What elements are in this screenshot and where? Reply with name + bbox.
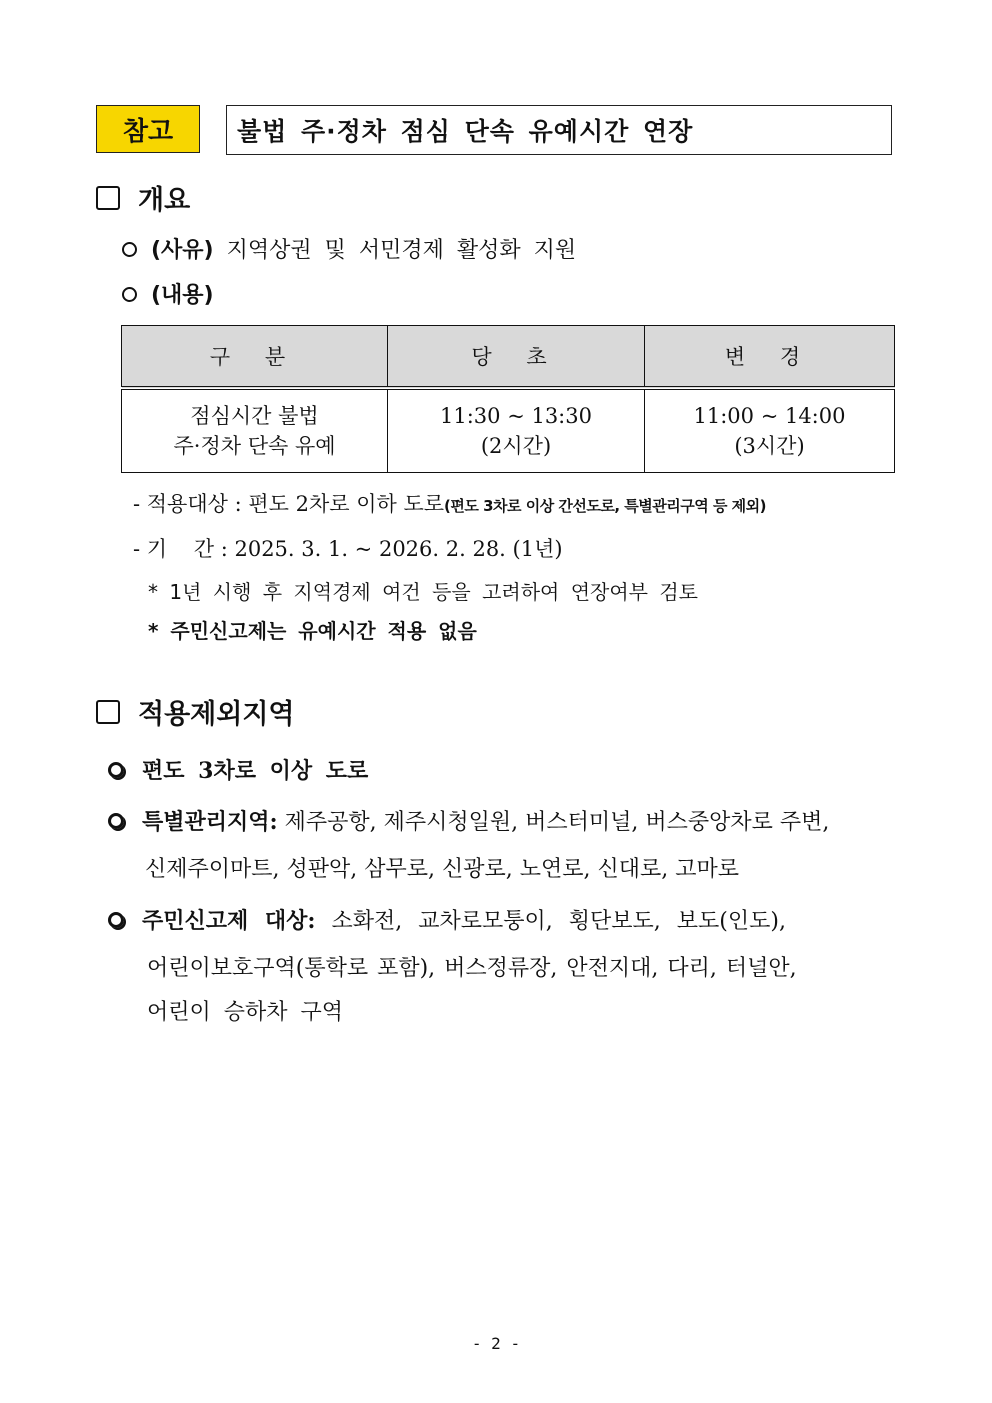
table-header-row [122,326,895,389]
exclusion-item-3-cont2: 어린이 승하차 구역 [147,1000,344,1025]
reference-label: 참고 [96,105,200,153]
circle-bullet-icon [122,287,137,302]
circle-bullet-icon [108,762,124,778]
document-title: 불법 주·정차 점심 단속 유예시간 연장 [226,105,892,155]
exclusion-item-1-text: 편도 3차로 이상 도로 [142,758,369,784]
note-review: * 1년 시행 후 지역경제 여건 등을 고려하여 연장여부 검토 [148,580,698,604]
target-line [133,488,766,518]
header-before: 당 초 [388,326,645,389]
cell-category [122,388,388,473]
cell-before-line2: (2시간) [480,434,552,458]
checkbox-square-icon [96,700,120,724]
reason-tag: (사유) [151,238,214,263]
period-line: - 기 간 : 2025. 3. 1. ~ 2026. 2. 28. (1년) [133,537,563,561]
target-note: (편도 3차로 이상 간선도로, 특별관리구역 등 제외) [444,497,767,515]
cell-category-line2: 주·정차 단속 유예 [173,434,336,458]
exclusion-item-2-tag: 특별관리지역: [142,809,278,835]
overview-heading-text: 개요 [138,185,191,216]
content-line [122,278,214,309]
cell-after-line2: (3시간) [734,434,805,458]
target-prefix: - 적용대상 : 편도 2차로 이하 도로 [133,492,445,516]
cell-after-line1: 11:00 ~ 14:00 [693,404,846,428]
cell-before-line1: 11:30 ~ 13:30 [440,404,592,428]
note-resident-report: * 주민신고제는 유예시간 적용 없음 [148,619,477,643]
reason-line [122,233,576,264]
exclusion-item-1 [108,754,368,785]
exclusion-item-3-tag: 주민신고제 대상: [142,908,316,934]
exclusion-item-2-text: 제주공항, 제주시청일원, 버스터미널, 버스중앙차로 주변, [284,810,830,835]
schedule-table [121,325,895,473]
content-tag: (내용) [151,283,214,308]
cell-category-line1: 점심시간 불법 [190,404,319,428]
exclusion-item-2 [108,805,829,836]
header-category: 구 분 [122,326,388,389]
reason-text: 지역상권 및 서민경제 활성화 지원 [226,238,577,263]
exclusion-item-3-text: 소화전, 교차로모퉁이, 횡단보도, 보도(인도), [331,909,786,934]
circle-bullet-icon [108,912,124,928]
exclusion-item-2-cont: 신제주이마트, 성판악, 삼무로, 신광로, 노연로, 신대로, 고마로 [145,857,739,882]
cell-before [388,388,645,473]
exclusion-item-3-cont1: 어린이보호구역(통학로 포함), 버스정류장, 안전지대, 다리, 터널안, [147,956,797,981]
exclusions-heading [96,692,295,731]
header-after: 변 경 [645,326,895,389]
cell-after [645,388,895,473]
page-number: - 2 - [471,1334,521,1353]
checkbox-square-icon [96,186,120,210]
circle-bullet-icon [122,242,137,257]
exclusions-heading-text: 적용제외지역 [138,699,295,730]
overview-heading [96,178,190,217]
exclusion-item-3 [108,904,786,935]
table-row [122,388,895,473]
circle-bullet-icon [108,813,124,829]
